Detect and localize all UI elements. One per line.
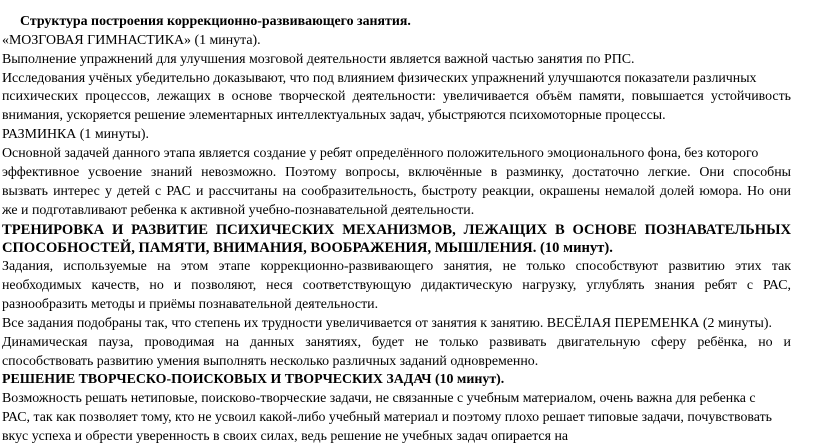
paragraph-line: Основной задачей данного этапа является создание у ребят определённого положительного эмоционального фона, без которого: [2, 146, 759, 161]
heading-training: ТРЕНИРОВКА И РАЗВИТИЕ ПСИХИЧЕСКИХ МЕХАНИЗМОВ, ЛЕЖАЩИХ В ОСНОВЕ ПОЗНАВАТЕЛЬНЫХ: [2, 222, 791, 238]
paragraph-line: же и подготавливают ребенка к активной учебно-познавательной деятельности.: [2, 203, 475, 218]
heading-creative-tasks: РЕШЕНИЕ ТВОРЧЕСКО-ПОИСКОВЫХ И ТВОРЧЕСКИХ ЗАДАЧ (10 минут).: [2, 372, 505, 387]
heading-training-cont: СПОСОБНОСТЕЙ, ПАМЯТИ, ВНИМАНИЯ, ВООБРАЖЕНИЯ, МЫШЛЕНИЯ. (10 минут).: [2, 240, 613, 256]
paragraph-line: психических процессов, лежащих в основе творческой деятельности: увеличивается объём памяти, повышается устойчивость: [2, 89, 791, 104]
paragraph-line: Все задания подобраны так, что степень их трудности увеличивается от занятия к занятию. ВЕСЁЛАЯ ПЕРЕМЕНКА (2 минуты).: [2, 316, 772, 331]
paragraph-line: эффективное усвоение знаний невозможно. Поэтому вопросы, включённые в разминку, достаточно легкие. Они способны: [2, 165, 791, 180]
paragraph-line: вызвать интерес у детей с РАС и рассчитаны на сообразительность, быстроту реакции, окрашены немалой долей юмора. Но они: [2, 184, 791, 199]
document-title: Структура построения коррекционно-развивающего занятия.: [20, 14, 411, 29]
paragraph-line: Выполнение упражнений для улучшения мозговой деятельности является важной частью занятия по РПС.: [2, 52, 635, 67]
paragraph-line: Динамическая пауза, проводимая на данных занятиях, будет не только развивать двигательную сферу ребёнка, но и: [2, 335, 791, 350]
heading-warmup: РАЗМИНКА (1 минуты).: [2, 127, 149, 142]
paragraph-line: РАС, так как позволяет тому, кто не усвоил какой-либо учебный материал и поэтому плохо решает типовые задачи, почувствовать: [2, 410, 773, 425]
paragraph-line: разнообразить методы и приёмы познавательной деятельности.: [2, 297, 379, 312]
paragraph-line: Возможность решать нетиповые, поисково-творческие задачи, не связанные с учебным материалом, очень важна для ребенка с: [2, 391, 756, 406]
paragraph-line: способствовать развитию умения выполнять несколько различных заданий одновременно.: [2, 354, 539, 369]
paragraph-line: вкус успеха и обрести уверенность в своих силах, ведь решение не учебных задач опирается на: [2, 429, 569, 444]
paragraph-line: Исследования учёных убедительно доказывают, что под влиянием физических упражнений улучшаются показатели различных: [2, 71, 757, 86]
paragraph-line: необходимых качеств, но и позволяют, неся соответствующую дидактическую нагрузку, углублять знания ребят с РАС,: [2, 278, 791, 293]
paragraph-line: внимания, ускоряется решение элементарных интеллектуальных задач, убыстряются психомоторные процессы.: [2, 108, 666, 123]
paragraph-line: Задания, используемые на этом этапе коррекционно-развивающего занятия, не только способствуют развитию этих так: [2, 259, 791, 274]
heading-brain-gym: «МОЗГОВАЯ ГИМНАСТИКА» (1 минута).: [2, 33, 261, 48]
